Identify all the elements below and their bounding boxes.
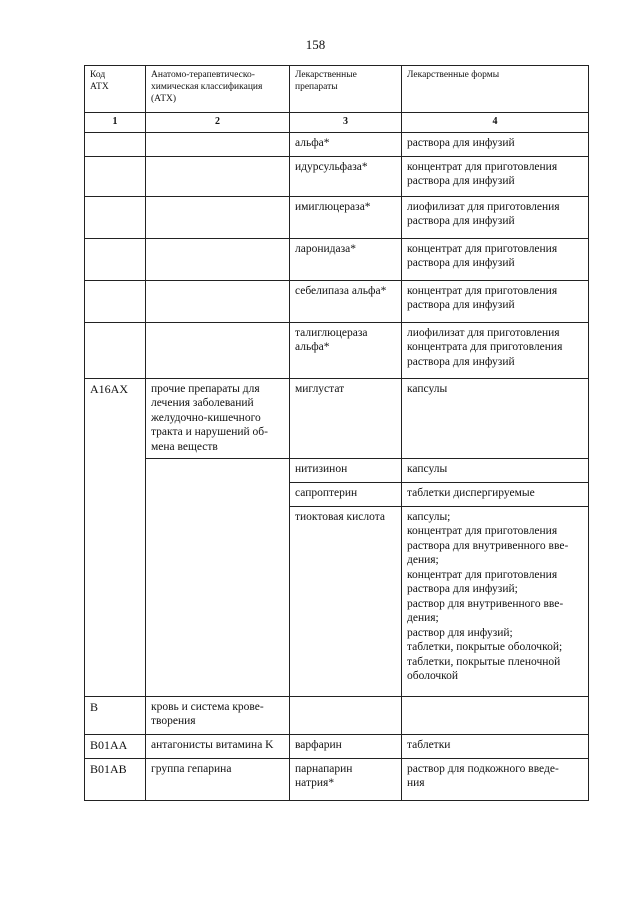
drug-cell: талиглюцераза альфа* bbox=[290, 322, 402, 378]
table-row bbox=[85, 196, 589, 238]
table-row bbox=[85, 458, 589, 482]
header-drugs: Лекарственные препараты bbox=[290, 66, 402, 113]
form-cell: лиофилизат для приготовления концентрата для приготовления раствора для инфузий bbox=[402, 322, 589, 378]
atx-drug-table bbox=[84, 65, 589, 801]
drug-cell: имиглюцераза* bbox=[290, 196, 402, 238]
drug-cell: сапроптерин bbox=[290, 482, 402, 506]
drug-cell: варфарин bbox=[290, 734, 402, 758]
table-row bbox=[85, 238, 589, 280]
classification-cell bbox=[146, 322, 290, 378]
table-row bbox=[85, 696, 589, 734]
code-cell bbox=[85, 132, 146, 156]
form-cell: капсулы; концентрат для приготовления раствора для внутривенного вве- дения; концентрат для приготовления раствора для инфузий; раствор для внутривенного вве- дения; раствор для инфузий; таблетки, покрытые оболочкой; таблетки, покрытые пленочной оболочкой bbox=[402, 506, 589, 696]
drug-cell: ларонидаза* bbox=[290, 238, 402, 280]
form-cell: таблетки диспергируемые bbox=[402, 482, 589, 506]
drug-cell: парнапарин натрия* bbox=[290, 758, 402, 800]
code-cell bbox=[85, 280, 146, 322]
code-cell bbox=[85, 196, 146, 238]
classification-cell: антагонисты витамина K bbox=[146, 734, 290, 758]
classification-cell bbox=[146, 280, 290, 322]
form-cell: лиофилизат для приготовления раствора для инфузий bbox=[402, 196, 589, 238]
form-cell: раствор для подкожного введе- ния bbox=[402, 758, 589, 800]
column-number: 2 bbox=[146, 113, 290, 133]
code-cell bbox=[85, 322, 146, 378]
drug-cell: миглустат bbox=[290, 378, 402, 458]
code-cell bbox=[85, 156, 146, 196]
column-number: 3 bbox=[290, 113, 402, 133]
table-row bbox=[85, 280, 589, 322]
classification-cell bbox=[146, 458, 290, 696]
column-number: 4 bbox=[402, 113, 589, 133]
classification-cell: прочие препараты для лечения заболеваний желудочно-кишечного тракта и нарушений об- мена веществ bbox=[146, 378, 290, 458]
header-code: Код АТХ bbox=[85, 66, 146, 113]
drug-cell: нитизинон bbox=[290, 458, 402, 482]
form-cell: капсулы bbox=[402, 378, 589, 458]
table-row bbox=[85, 734, 589, 758]
header-forms: Лекарственные формы bbox=[402, 66, 589, 113]
code-cell: B01AA bbox=[85, 734, 146, 758]
drug-cell: себелипаза альфа* bbox=[290, 280, 402, 322]
classification-cell bbox=[146, 196, 290, 238]
classification-cell bbox=[146, 132, 290, 156]
column-number: 1 bbox=[85, 113, 146, 133]
form-cell: концентрат для приготовления раствора для инфузий bbox=[402, 238, 589, 280]
code-cell: A16AX bbox=[85, 378, 146, 696]
form-cell: таблетки bbox=[402, 734, 589, 758]
table-row bbox=[85, 156, 589, 196]
classification-cell: группа гепарина bbox=[146, 758, 290, 800]
column-number-row bbox=[85, 113, 589, 133]
drug-cell: тиоктовая кислота bbox=[290, 506, 402, 696]
table-row bbox=[85, 378, 589, 458]
page-number: 158 bbox=[305, 37, 326, 52]
header-classification: Анатомо-терапевтическо- химическая классификация (АТХ) bbox=[146, 66, 290, 113]
code-cell: B01AB bbox=[85, 758, 146, 800]
table-row bbox=[85, 132, 589, 156]
classification-cell bbox=[146, 238, 290, 280]
drug-cell: идурсульфаза* bbox=[290, 156, 402, 196]
drug-cell: альфа* bbox=[290, 132, 402, 156]
table-row bbox=[85, 758, 589, 800]
classification-cell: кровь и система крове- творения bbox=[146, 696, 290, 734]
drug-cell bbox=[290, 696, 402, 734]
form-cell: капсулы bbox=[402, 458, 589, 482]
code-cell: B bbox=[85, 696, 146, 734]
table-header-row bbox=[85, 66, 589, 113]
table-row bbox=[85, 322, 589, 378]
code-cell bbox=[85, 238, 146, 280]
form-cell bbox=[402, 696, 589, 734]
classification-cell bbox=[146, 156, 290, 196]
form-cell: концентрат для приготовления раствора для инфузий bbox=[402, 156, 589, 196]
form-cell: раствора для инфузий bbox=[402, 132, 589, 156]
form-cell: концентрат для приготовления раствора для инфузий bbox=[402, 280, 589, 322]
